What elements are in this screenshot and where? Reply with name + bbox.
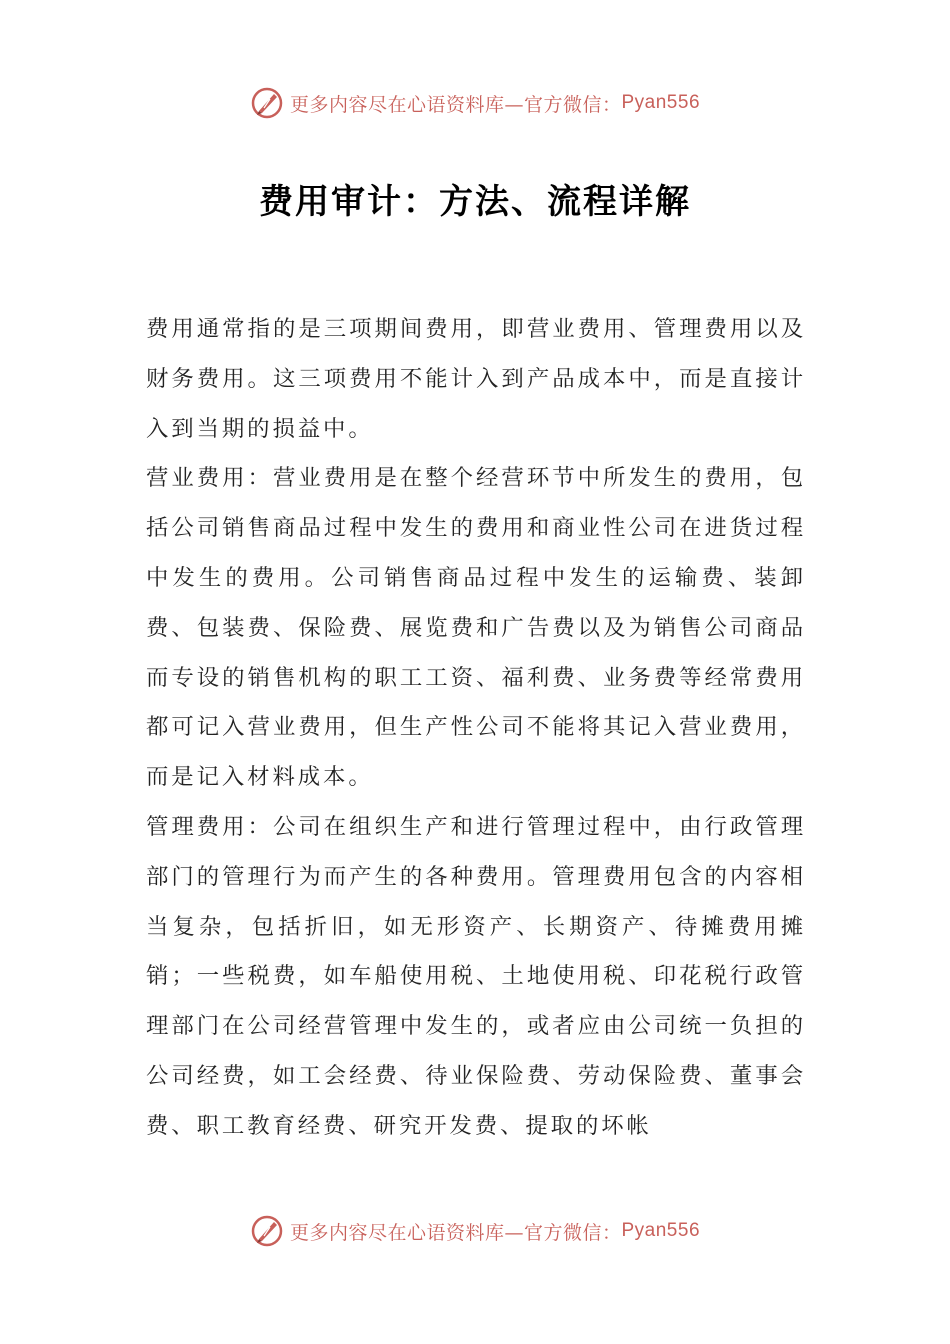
banner-wechat-id: Pyan556: [621, 92, 701, 113]
banner-wechat-id: Pyan556: [621, 1220, 701, 1241]
quill-pen-logo-icon: [250, 86, 284, 120]
quill-pen-logo-icon: [250, 1214, 284, 1248]
banner-text: 更多内容尽在心语资料库—官方微信：: [289, 1221, 622, 1244]
footer-banner: [0, 1211, 950, 1251]
paragraph-management-expenses: 管理费用：公司在组织生产和进行管理过程中，由行政管理部门的管理行为而产生的各种费用。管理费用包含的内容相当复杂，包括折旧，如无形资产、长期资产、待摊费用摊销；一些税费，如车船使用税、土地使用税、印花税行政管理部门在公司经营管理中发生的，或者应由公司统一负担的公司经费，如工会经费、待业保险费、劳动保险费、董事会费、职工教育经费、研究开发费、提取的坏帐: [146, 813, 806, 1139]
paragraph-intro: 费用通常指的是三项期间费用，即营业费用、管理费用以及财务费用。这三项费用不能计入到产品成本中，而是直接计入到当期的损益中。: [146, 316, 806, 442]
banner-text: 更多内容尽在心语资料库—官方微信：: [289, 93, 622, 116]
document-title: 费用审计：方法、流程详解: [259, 182, 691, 222]
paragraph-operating-expenses: 营业费用：营业费用是在整个经营环节中所发生的费用，包括公司销售商品过程中发生的费用和商业性公司在进货过程中发生的费用。公司销售商品过程中发生的运输费、装卸费、包装费、保险费、展览费和广告费以及为销售公司商品而专设的销售机构的职工工资、福利费、业务费等经常费用都可记入营业费用，但生产性公司不能将其记入营业费用，而是记入材料成本。: [146, 465, 806, 791]
header-banner: [0, 83, 950, 123]
document-body: [146, 305, 806, 1152]
